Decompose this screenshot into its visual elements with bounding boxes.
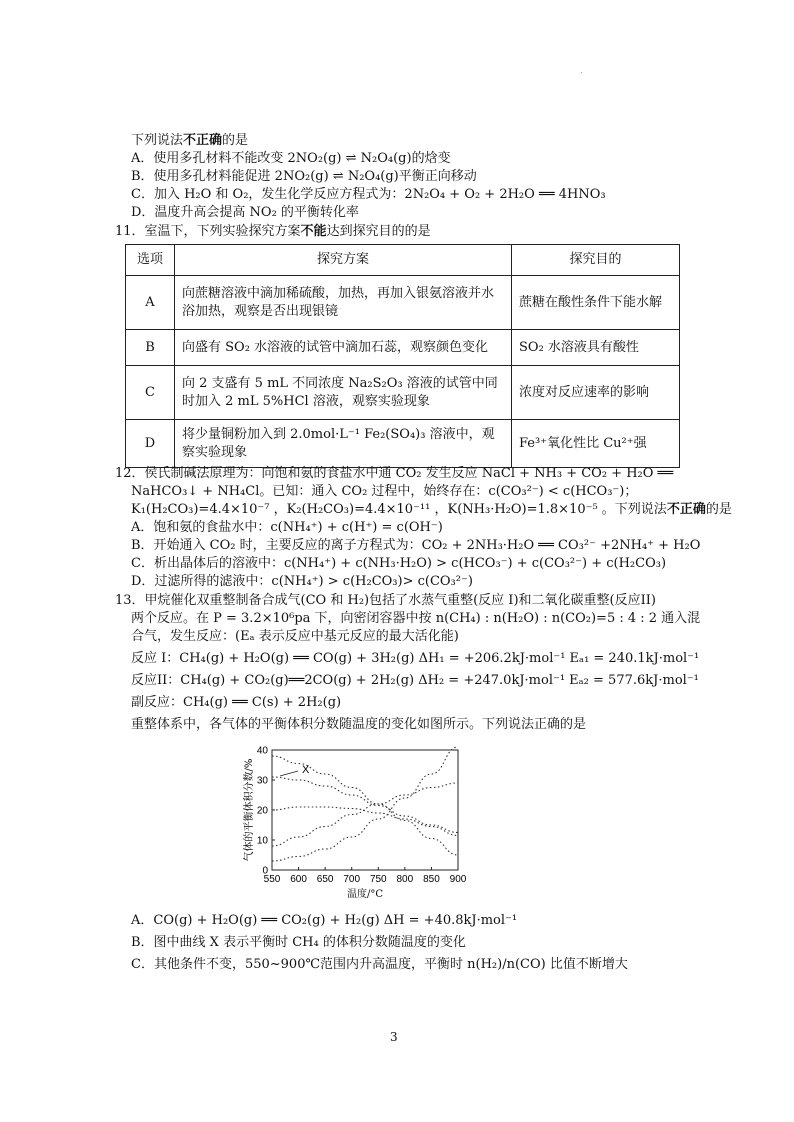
q11-stem: 11．室温下，下列实验探究方案不能达到探究目的的是 — [115, 224, 431, 239]
q11-table — [125, 244, 680, 468]
q10-option-a: A．使用多孔材料不能改变 2NO₂(g) ⇌ N₂O₄(g)的焓变 — [131, 151, 451, 166]
y-tick-label: 40 — [256, 745, 268, 757]
q12-option-c: C．析出晶体后的溶液中：c(NH₄⁺) + c(NH₃·H₂O) > c(HCO₃⁻) + c(CO₃²⁻) + c(H₂CO₃) — [131, 556, 667, 571]
x-axis-label: 温度/°C — [346, 889, 384, 900]
q10-option-b: B．使用多孔材料能促进 2NO₂(g) ⇌ N₂O₄(g)平衡正向移动 — [131, 169, 477, 184]
q12-option-b: B．开始通入 CO₂ 时，主要反应的离子方程式为：CO₂ + 2NH₃·H₂O ══ CO₃²⁻ +2NH₄⁺ + H₂O — [131, 538, 701, 553]
y-tick-label: 10 — [256, 835, 268, 847]
q13-line-2: 两个反应。在 P = 3.2×10⁶pa 下，向密闭容器中按 n(CH₄) : n(H₂O) : n(CO₂)=5 : 4 : 2 通入混 — [131, 611, 701, 626]
series-line-4 — [272, 777, 458, 833]
q13-reaction-1: 反应 I：CH₄(g) + H₂O(g) ══ CO(g) + 3H₂(g) ΔH₁ = +206.2kJ·mol⁻¹ Eₐ₁ = 240.1kJ·mol⁻¹ — [131, 651, 700, 666]
series-line-3 — [272, 756, 458, 855]
q13-option-c: C．其他条件不变，550~900℃范围内升高温度，平衡时 n(H₂)/n(CO) 比值不断增大 — [131, 957, 628, 972]
table-cell-plan: 向 2 支盛有 5 mL 不同浓度 Na₂S₂O₃ 溶液的试管中同时加入 2 mL 5%HCl 溶液，观察实验现象 — [175, 366, 512, 420]
table-header: 选项 — [126, 245, 175, 276]
table-cell-option: B — [126, 330, 175, 366]
table-cell-goal: SO₂ 水溶液具有酸性 — [512, 330, 680, 366]
series-x-leader-line — [280, 771, 298, 776]
q13-line-1: 13．甲烷催化双重整制备合成气(CO 和 H₂)包括了水蒸气重整(反应 I)和二氧化碳重整(反应II) — [115, 593, 656, 608]
table-cell-plan: 向盛有 SO₂ 水溶液的试管中滴加石蕊，观察颜色变化 — [175, 330, 512, 366]
scan-mark: . — [580, 66, 583, 76]
q13-line-3: 合气，发生反应：(Eₐ 表示反应中基元反应的最大活化能) — [131, 629, 459, 644]
x-tick-label: 800 — [396, 874, 414, 885]
table-header-row — [126, 245, 680, 276]
chart-labels — [242, 746, 467, 901]
table-header: 探究方案 — [175, 245, 512, 276]
table-row — [126, 330, 680, 366]
table-row — [126, 276, 680, 330]
table-cell-option: C — [126, 366, 175, 420]
table-row — [126, 366, 680, 420]
table-header: 探究目的 — [512, 245, 680, 276]
x-tick-label: 900 — [449, 874, 467, 885]
q10-stem: 下列说法不正确的是 — [131, 133, 249, 148]
chart-axes — [272, 750, 458, 870]
series-x-label: X — [302, 764, 310, 776]
table-cell-option: A — [126, 276, 175, 330]
series-line-5 — [272, 807, 458, 836]
x-tick-label: 750 — [369, 874, 387, 885]
table-cell-plan: 将少量铜粉加入到 2.0mol·L⁻¹ Fe₂(SO₄)₃ 溶液中，观察实验现象 — [175, 420, 512, 468]
q12-option-d: D．过滤所得的滤液中：c(NH₄⁺) > c(H₂CO₃)> c(CO₃²⁻) — [131, 574, 473, 589]
table-cell-option: D — [126, 420, 175, 468]
table-cell-plan: 向蔗糖溶液中滴加稀硫酸，加热，再加入银氨溶液并水浴加热，观察是否出现银镜 — [175, 276, 512, 330]
q12-line-3: K₁(H₂CO₃)=4.4×10⁻⁷ ，K₂(H₂CO₃)=4.4×10⁻¹¹ ，K(NH₃·H₂O)=1.8×10⁻⁵ 。下列说法不正确的是 — [131, 502, 732, 517]
page-number: 3 — [390, 1030, 398, 1044]
y-tick-label: 30 — [256, 775, 268, 787]
y-axis-label: 气体的平衡体积分数/% — [244, 758, 255, 862]
q10-option-c: C．加入 H₂O 和 O₂，发生化学反应方程式为：2N₂O₄ + O₂ + 2H₂O ══ 4HNO₃ — [131, 187, 606, 202]
equilibrium-volume-fraction-chart — [240, 742, 480, 912]
emphasis-keyword: 不能 — [300, 224, 327, 239]
table-cell-goal: Fe³⁺氧化性比 Cu²⁺强 — [512, 420, 680, 468]
series-line-1 — [272, 747, 458, 861]
q13-option-b: B．图中曲线 X 表示平衡时 CH₄ 的体积分数随温度的变化 — [131, 935, 466, 950]
x-tick-label: 700 — [343, 874, 361, 885]
q13-option-a: A．CO(g) + H₂O(g) ══ CO₂(g) + H₂(g) ΔH = +40.8kJ·mol⁻¹ — [131, 913, 518, 928]
q12-option-a: A．饱和氨的食盐水中：c(NH₄⁺) + c(H⁺) = c(OH⁻) — [131, 520, 443, 535]
q10-option-d: D．温度升高会提高 NO₂ 的平衡转化率 — [131, 205, 359, 220]
table-row — [126, 420, 680, 468]
emphasis-keyword: 不正确 — [183, 133, 223, 148]
table-cell-goal: 浓度对反应速率的影响 — [512, 366, 680, 420]
series-line-2 — [272, 783, 458, 846]
plot-frame — [272, 750, 458, 870]
q13-reaction-2: 反应II：CH₄(g) + CO₂(g)══2CO(g) + 2H₂(g) ΔH₂ = +247.0kJ·mol⁻¹ Eₐ₂ = 577.6kJ·mol⁻¹ — [131, 673, 699, 688]
x-tick-label: 850 — [423, 874, 440, 885]
chart-series-group — [272, 747, 458, 861]
q13-side-reaction: 副反应：CH₄(g) ══ C(s) + 2H₂(g) — [131, 695, 342, 710]
y-tick-label: 20 — [256, 805, 268, 817]
y-tick-label: 0 — [262, 865, 268, 877]
q12-line-1: 12．侯氏制碱法原理为：向饱和氨的食盐水中通 CO₂ 发生反应 NaCl + NH₃ + CO₂ + H₂O ══ — [115, 466, 674, 481]
q12-line-2: NaHCO₃↓ + NH₄Cl。已知：通入 CO₂ 过程中，始终存在：c(CO₃²⁻) < c(HCO₃⁻)； — [131, 484, 638, 499]
x-tick-label: 600 — [290, 874, 307, 885]
emphasis-keyword: 不正确 — [666, 502, 706, 517]
x-tick-label: 650 — [316, 874, 334, 885]
q13-line-4: 重整体系中，各气体的平衡体积分数随温度的变化如图所示。下列说法正确的是 — [131, 717, 587, 732]
x-tick-label: 550 — [263, 874, 281, 885]
table-cell-goal: 蔗糖在酸性条件下能水解 — [512, 276, 680, 330]
